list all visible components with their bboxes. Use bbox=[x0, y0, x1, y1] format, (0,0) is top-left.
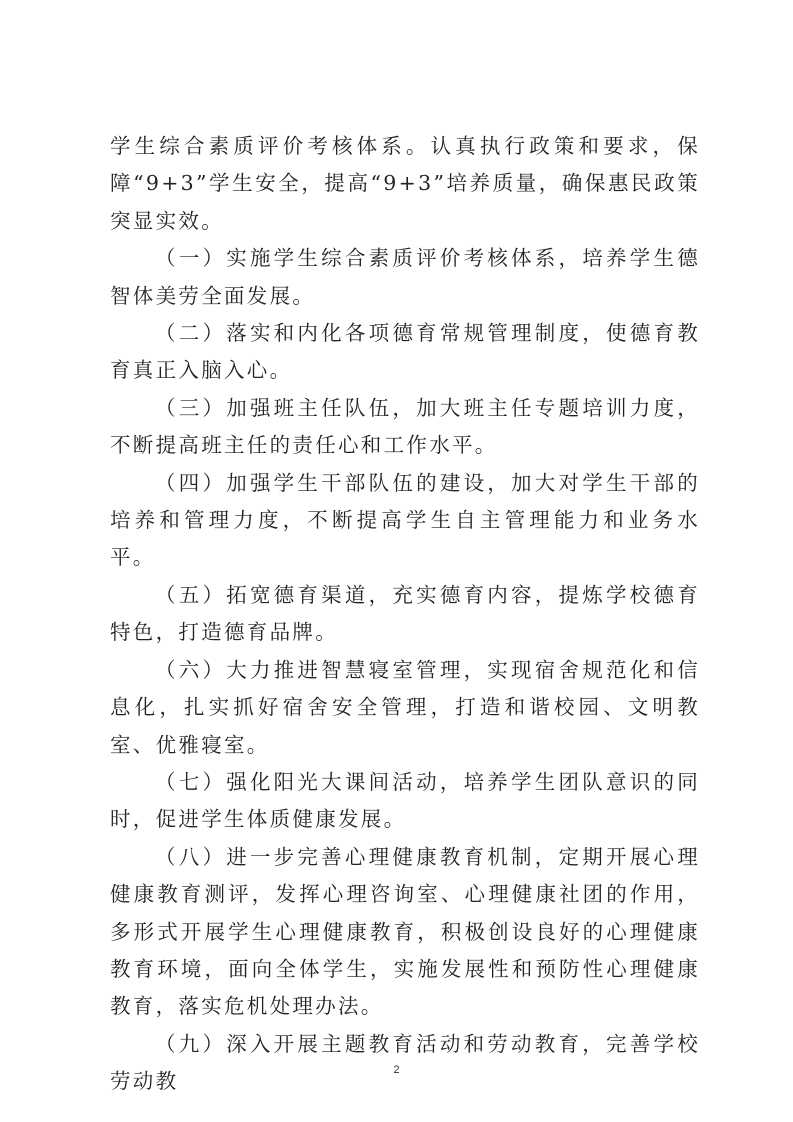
paragraph-item-5: （五）拓宽德育渠道，充实德育内容，提炼学校德育特色，打造德育品牌。 bbox=[110, 582, 700, 645]
paragraph-item-4: （四）加强学生干部队伍的建设，加大对学生干部的培养和管理力度，不断提高学生自主管理能力和业务水平。 bbox=[110, 470, 700, 570]
paragraph-item-8: （八）进一步完善心理健康教育机制，定期开展心理健康教育测评，发挥心理咨询室、心理健康社团的作用，多形式开展学生心理健康教育，积极创设良好的心理健康教育环境，面向全体学生，实施发展性和预防性心理健康教育，落实危机处理办法。 bbox=[110, 844, 700, 1019]
paragraph-item-2: （二）落实和内化各项德育常规管理制度，使德育教育真正入脑入心。 bbox=[110, 321, 700, 383]
paragraph-continuation: 学生综合素质评价考核体系。认真执行政策和要求，保障“9+3”学生安全，提高“9+3”培养质量，确保惠民政策突显实效。 bbox=[110, 134, 700, 233]
paragraph-item-6: （六）大力推进智慧寝室管理，实现宿舍规范化和信息化，扎实抓好宿舍安全管理，打造和谐校园、文明教室、优雅寝室。 bbox=[110, 657, 700, 757]
page-number: 2 bbox=[393, 1064, 400, 1076]
paragraph-item-9: （九）深入开展主题教育活动和劳动教育，完善学校劳动教 bbox=[110, 1031, 700, 1094]
document-body bbox=[110, 128, 700, 1101]
paragraph-item-7: （七）强化阳光大课间活动，培养学生团队意识的同时，促进学生体质健康发展。 bbox=[110, 769, 700, 832]
paragraph-item-3: （三）加强班主任队伍，加大班主任专题培训力度，不断提高班主任的责任心和工作水平。 bbox=[110, 395, 700, 458]
paragraph-item-1: （一）实施学生综合素质评价考核体系，培养学生德智体美劳全面发展。 bbox=[110, 246, 700, 308]
